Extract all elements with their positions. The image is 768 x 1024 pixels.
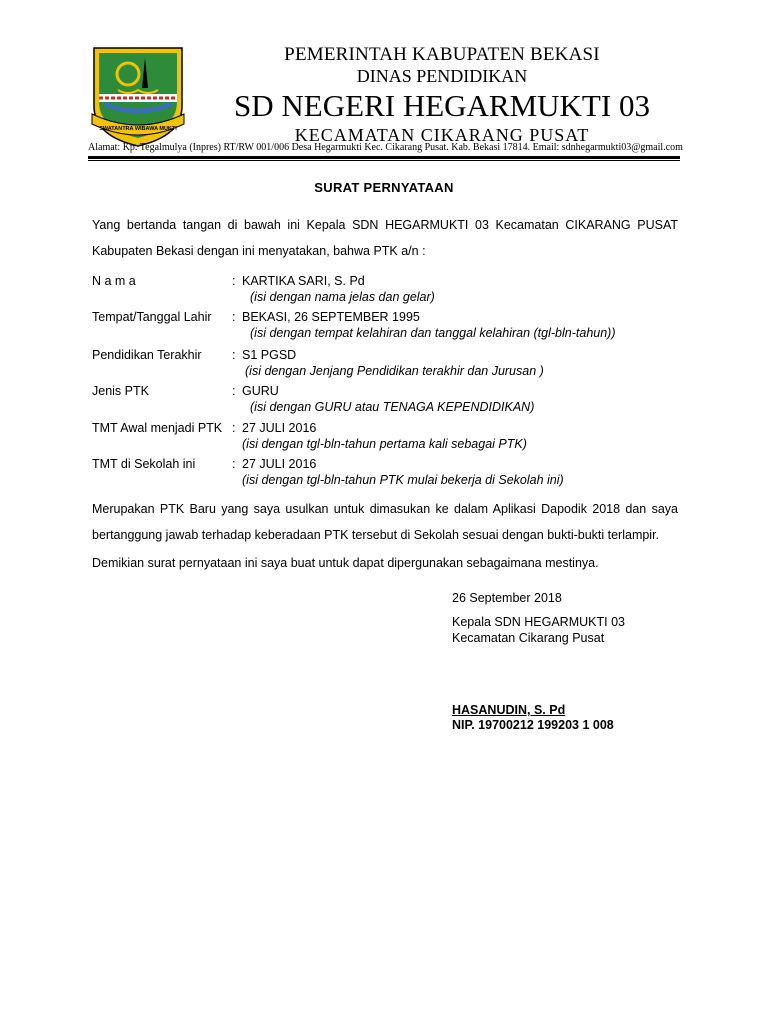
field-hint: (isi dengan nama jelas dan gelar) — [250, 290, 435, 304]
document-title: SURAT PERNYATAAN — [314, 180, 454, 195]
letterhead — [196, 44, 688, 146]
signature-position-line1: Kepala SDN HEGARMUKTI 03 — [452, 615, 625, 629]
field-colon: : — [232, 310, 236, 324]
signatory-name: HASANUDIN, S. Pd — [452, 703, 566, 717]
field-value: S1 PGSD — [242, 348, 297, 362]
field-value: GURU — [242, 384, 279, 398]
field-value: KARTIKA SARI, S. Pd — [242, 274, 365, 288]
field-label: Jenis PTK — [92, 384, 149, 398]
signatory-nip: NIP. 19700212 199203 1 008 — [452, 718, 614, 732]
field-label: N a m a — [92, 274, 136, 288]
letterhead-government: PEMERINTAH KABUPATEN BEKASI — [284, 44, 600, 65]
letterhead-district: KECAMATAN CIKARANG PUSAT — [294, 125, 590, 145]
logo-motto: SWATANTRA WIBAWA MUKTI — [99, 126, 177, 132]
field-colon: : — [232, 421, 236, 435]
field-value: 27 JULI 2016 — [242, 421, 317, 435]
bekasi-emblem-logo — [88, 44, 188, 148]
field-hint: (isi dengan GURU atau TENAGA KEPENDIDIKAN) — [250, 400, 535, 414]
signature-position-line2: Kecamatan Cikarang Pusat — [452, 631, 605, 645]
field-colon: : — [232, 274, 236, 288]
field-value: BEKASI, 26 SEPTEMBER 1995 — [242, 310, 420, 324]
closing-paragraph: Demikian surat pernyataan ini saya buat untuk dapat dipergunakan sebagaimana mestinya. — [92, 556, 599, 570]
field-colon: : — [232, 457, 236, 471]
field-label: Pendidikan Terakhir — [92, 348, 202, 362]
ptk-statement-paragraph: Merupakan PTK Baru yang saya usulkan untuk dimasukan ke dalam Aplikasi Dapodik 2018 dan saya bertanggung jawab terhadap keberadaan PTK tersebut di Sekolah sesuai dengan bukti-bukti terlampir. — [92, 502, 678, 542]
field-label: TMT di Sekolah ini — [92, 457, 196, 471]
signature-position — [452, 614, 625, 646]
field-hint: (isi dengan tgl-bln-tahun pertama kali sebagai PTK) — [242, 437, 527, 451]
letterhead-divider-thin — [88, 160, 680, 161]
signature-date: 26 September 2018 — [452, 591, 562, 605]
field-value: 27 JULI 2016 — [242, 457, 317, 471]
letterhead-divider-thick — [88, 156, 680, 159]
field-hint: (isi dengan Jenjang Pendidikan terakhir dan Jurusan ) — [245, 364, 544, 378]
field-label: TMT Awal menjadi PTK — [92, 421, 223, 435]
field-colon: : — [232, 348, 236, 362]
field-label: Tempat/Tanggal Lahir — [92, 310, 212, 324]
letterhead-department: DINAS PENDIDIKAN — [356, 66, 528, 86]
field-hint: (isi dengan tgl-bln-tahun PTK mulai bekerja di Sekolah ini) — [242, 473, 564, 487]
letterhead-address: Alamat: Kp. Tegalmulya (Inpres) RT/RW 001/006 Desa Hegarmukti Kec. Cikarang Pusat. Kab. Bekasi 17814. Email: sdnhegarmukti03@gmail.com — [88, 142, 683, 153]
intro-paragraph: Yang bertanda tangan di bawah ini Kepala SDN HEGARMUKTI 03 Kecamatan CIKARANG PUSAT Kabupaten Bekasi dengan ini menyatakan, bahwa PTK a/n : — [92, 218, 678, 258]
field-hint: (isi dengan tempat kelahiran dan tanggal kelahiran (tgl-bln-tahun)) — [250, 326, 616, 340]
letterhead-school-name: SD NEGERI HEGARMUKTI 03 — [234, 88, 650, 123]
field-colon: : — [232, 384, 236, 398]
